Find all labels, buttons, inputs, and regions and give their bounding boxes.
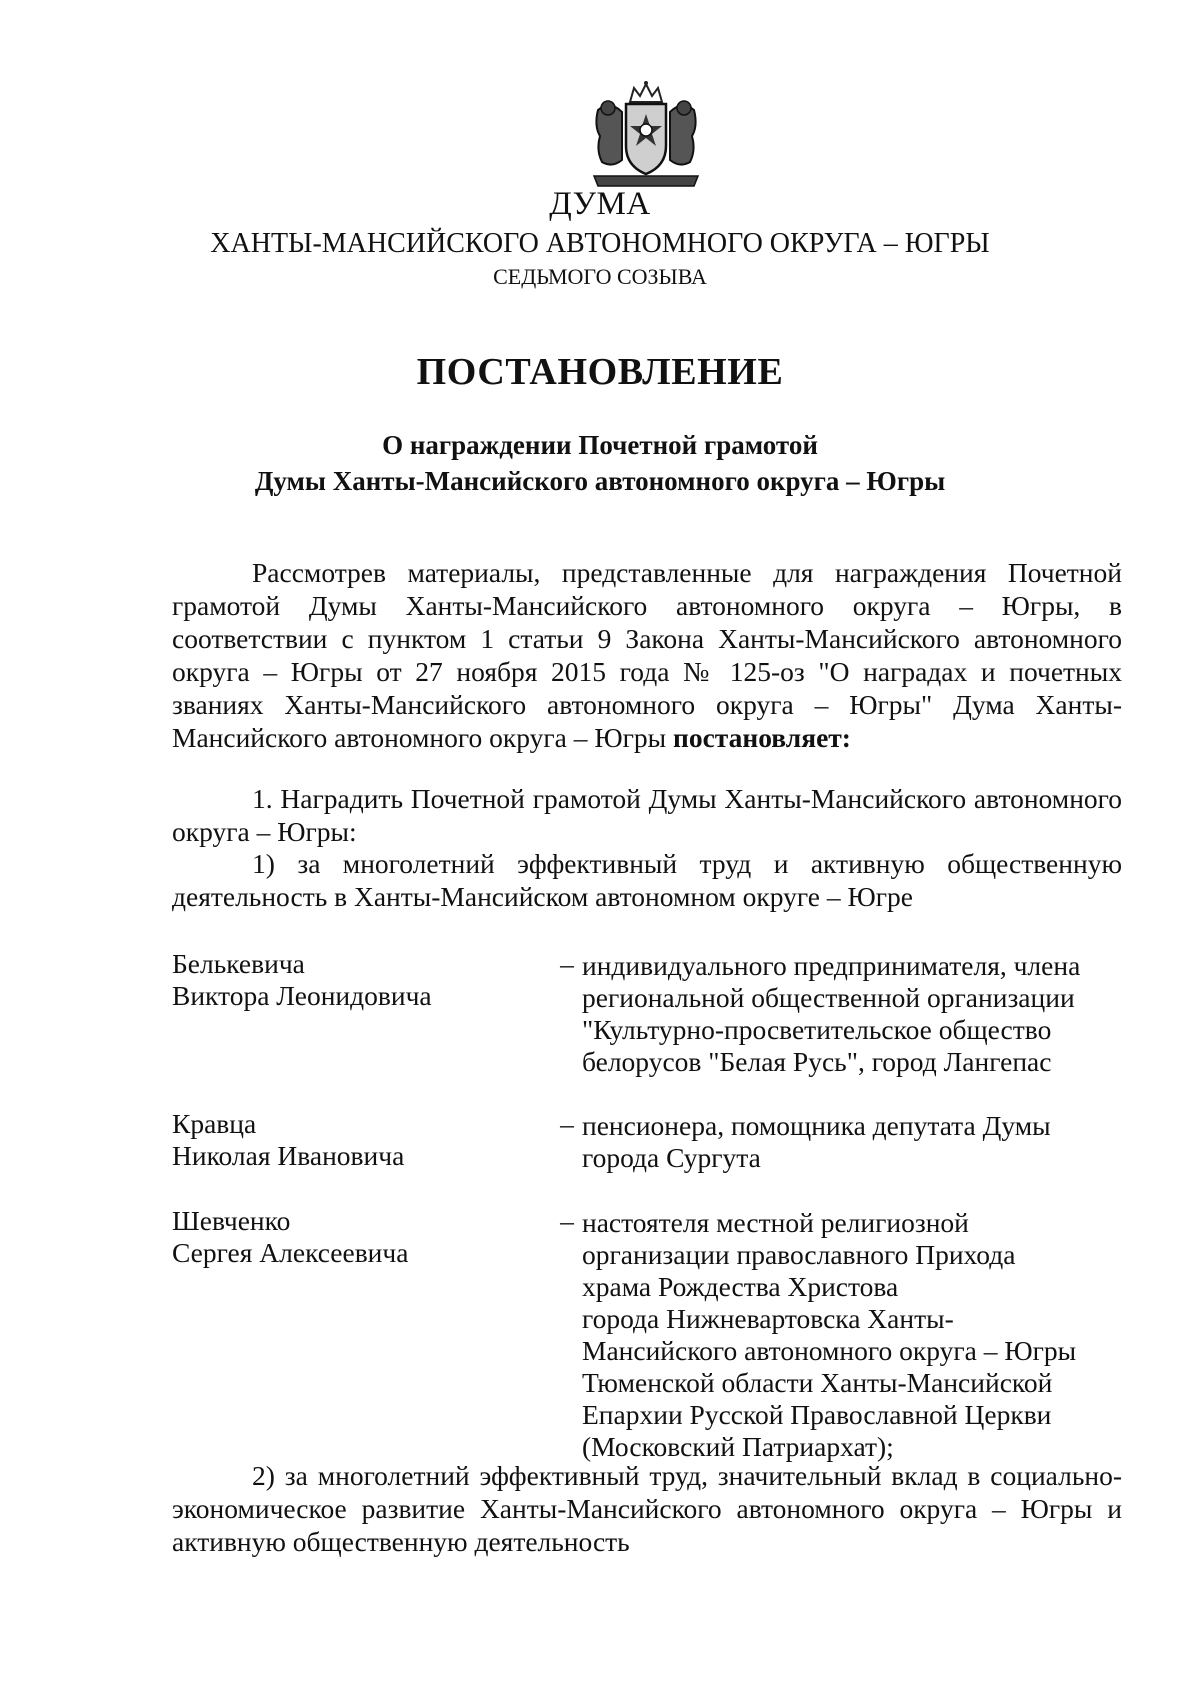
dash: – xyxy=(560,948,574,979)
document-type: ПОСТАНОВЛЕНИЕ xyxy=(416,351,784,393)
awardee-description: индивидуального предпринимателя, члена региональной общественной организации "Культурно-просветительское общество белорусов "Белая Русь", город Лангепас xyxy=(582,950,1081,1077)
awardee-1 xyxy=(172,948,1122,1088)
awardee-given-name: Николая Ивановича xyxy=(172,1140,405,1171)
awardee-surname: Кравца xyxy=(172,1108,257,1139)
awardee-name xyxy=(172,1108,532,1172)
awardee-name xyxy=(172,1205,532,1269)
awardee-2 xyxy=(172,1108,1122,1188)
document-subject-line2: Думы Ханты-Мансийского автономного округа – Югры xyxy=(254,466,946,496)
awardee-description: настоятеля местной религиозной организации православного Прихода храма Рождества Христова города Нижневартовска Ханты- Мансийского автономного округа – Югры Тюменской области Ханты-Мансийской Епархии Русской Православной Церкви (Московский Патриархат); xyxy=(582,1207,1077,1462)
dash: – xyxy=(560,1205,574,1236)
awardee-surname: Белькевича xyxy=(172,948,305,979)
dash: – xyxy=(560,1108,574,1139)
subitem-2-paragraph: 2) за многолетний эффективный труд, значительный вклад в социально-экономическое развитие Ханты-Мансийского автономного округа – Югры и активную общественную деятельность xyxy=(172,1460,1122,1557)
org-name: ДУМА xyxy=(549,186,651,222)
item-1-paragraph: 1. Наградить Почетной грамотой Думы Ханты-Мансийского автономного округа – Югры: xyxy=(172,783,1122,847)
org-full-name: ХАНТЫ-МАНСИЙСКОГО АВТОНОМНОГО ОКРУГА – ЮГРЫ xyxy=(210,228,990,259)
subitem-1-paragraph: 1) за многолетний эффективный труд и активную общественную деятельность в Ханты-Мансийском автономном округе – Югре xyxy=(172,848,1122,912)
intro-bold-text: постановляет: xyxy=(672,722,851,753)
awardee-surname: Шевченко xyxy=(172,1205,291,1236)
document-subject-line1: О награждении Почетной грамотой xyxy=(382,430,818,460)
convocation: СЕДЬМОГО СОЗЫВА xyxy=(493,264,707,289)
awardee-3 xyxy=(172,1205,1122,1462)
coat-of-arms-icon xyxy=(590,80,702,190)
intro-paragraph xyxy=(172,556,1122,754)
intro-text: Рассмотрев материалы, представленные для награждения Почетной грамотой Думы Ханты-Мансийского автономного округа – Югры, в соответствии с пунктом 1 статьи 9 Закона Ханты-Мансийского автономного округа – Югры от 27 ноября 2015 года № 125-оз "О наградах и почетных званиях Ханты-Мансийского автономного округа – Югры" Дума Ханты-Мансийского автономного округа – Югры xyxy=(172,557,1122,753)
awardee-name xyxy=(172,948,532,1012)
awardee-description: пенсионера, помощника депутата Думы города Сургута xyxy=(582,1110,1051,1173)
awardee-given-name: Виктора Леонидовича xyxy=(172,980,432,1011)
awardee-given-name: Сергея Алексеевича xyxy=(172,1237,409,1268)
